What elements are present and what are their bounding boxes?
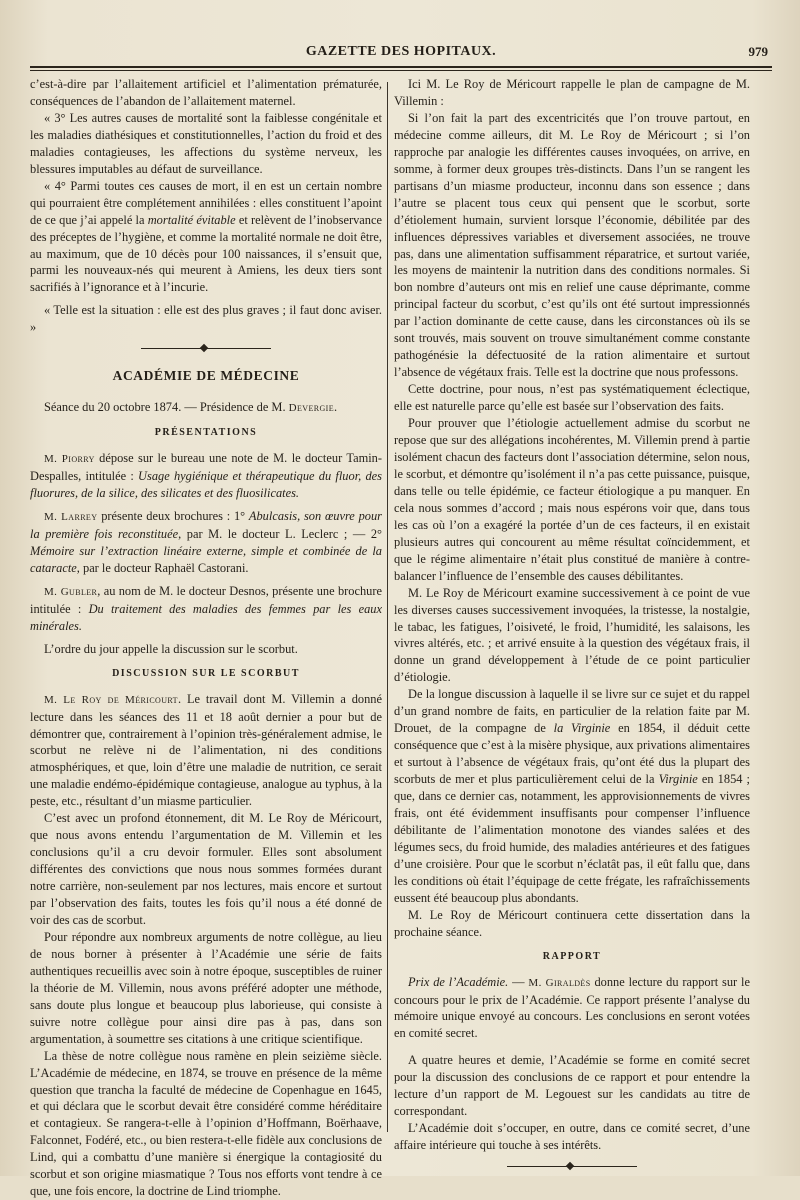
paragraph-allaitement: c’est-à-dire par l’allaitement artificiel et l’alimentation prématurée, conséquences de l’abandon de l’allaitement maternel. — [30, 77, 382, 108]
paragraph-causes-examinees: M. Le Roy de Méricourt examine successivement à ce point de vue les diverses causes successivement invoquées, la tristesse, la nostalgie, le tabac, les fatigues, l’oisiveté, le froid, l’humidité, les salaisons, les vivres altérés, etc. ; et arrivé ensuite à la question des végétaux frais, il donne un grand développement à l’étude de ce point particulier d’étiologie. — [394, 585, 750, 685]
column-divider — [387, 82, 388, 1132]
paragraph-virginie: De la longue discussion à laquelle il se livre sur ce sujet et du rappel d’un grand nombre de faits, en particulier de la relation faite par M. Drouet, de la compagne de la Virginie en 1854, il déduit cette conséquence que c’est à la misère physique, aux privations alimentaires et surtout à l’absence de végétaux frais, qu’ont été dus la plupart des scorbuts de mer et plus particulièrement celui de la Virginie en 1854 ; que, dans ce dernier cas, notamment, les approvisionnements de vivres frais, ont été évidemment insuffisants pour compenser l’influence débilitante de l’alimentation monotone des viandes salées et des légumes secs, du froid humide, des maladies antérieures et des fatigues d’une croisière. Pour que le scorbut n’éclatât pas, il eût fallu que, dans les conditions où était l’équipage de cette frégate, les rafraîchissements eussent été beaucoup plus abondants. — [394, 687, 751, 905]
paragraph-larrey: M. Larrey présente deux brochures : 1° Abulcasis, son œuvre pour la première fois reconstituée, par M. le docteur L. Leclerc ; — 2° Mémoire sur l’extraction linéaire externe, simple et combinée de la cataracte, par le docteur Raphaël Castorani. — [30, 509, 382, 575]
paragraph-affaire-interieure: L’Académie doit s’occuper, en outre, dans ce comité secret, d’une affaire intérieure qui touche à ses intérêts. — [394, 1121, 750, 1153]
paragraph-rapport: Prix de l’Académie. — M. Giraldès donne lecture du rapport sur le concours pour le prix de l’Académie. Ce rapport présente l’analyse du mémoire unique envoyé au concours. Les conclusions en seront votées en comité secret. — [394, 974, 750, 1041]
paragraph-etiologie: Pour prouver que l’étiologie actuellement admise du scorbut ne repose que sur des allégations incohérentes, M. Villemin prend à partie isolément chacun des facteurs dont l’association détermine, selon nous, le scorbut, et démontre qu’isolément il n’a pas cette puissance, puisque, dans telle ou telle épidémie, ce facteur étiologique a pu manquer. En cela nous sommes d’accord ; mais nous espérons voir que, dans tous les cas où l’on a exagéré la portée d’un de ces facteurs, il en existait plusieurs autres qui concourent au même résultat coïncidemment, et que le régime alimentaire n’était plus constitué de manière à contre-balancer l’influence de l’ensemble des causes débilitantes. — [394, 416, 750, 583]
paragraph-continuera: M. Le Roy de Méricourt continuera cette dissertation dans la prochaine séance. — [394, 907, 750, 939]
ornament-divider — [141, 346, 271, 352]
page-header — [30, 44, 772, 64]
paragraph-excentricites: Si l’on fait la part des excentricités que l’on trouve partout, en médecine comme ailleurs, dit M. Le Roy de Méricourt ; si l’on rapproche par analogie les différentes causes invoquées, on arrive, en somme, à former deux groupes très-distincts. Dans l’un se rangent les partisans d’un miasme producteur, inconnu dans son essence ; dans l’autre se placent tous ceux qui pensent que le scorbut, sorte d’étiolement humain, survient lorsque l’économie, débilitée par des influences dépressives variables et diversement associées, ne trouve pas, dans une alimentation suffisamment réparatrice, et surtout variée, les moyens de maintenir la nutrition dans des conditions normales. Si bon nombre d’auteurs ont mis en relief une cause déprimante, comme principal facteur du scorbut, c’est qu’ils ont été surtout impressionnés par l’action dominante de cette cause, dans les circonstances où ils se sont trouvés, mais souvent on trouve simultanément comme constante pathogénésie la défectuosité de la ration alimentaire et surtout l’absence de végétaux frais. Telle est la doctrine que nous professons. — [394, 110, 750, 380]
paragraph-doctrine: Cette doctrine, pour nous, n’est pas systématiquement éclectique, elle est naturelle parce qu’elle est basée sur l’observation des faits. — [394, 382, 750, 414]
paragraph-piorry: M. Piorry dépose sur le bureau une note de M. le docteur Tamin-Despalles, intitulée : Usage hygiénique et thérapeutique du fluor, des fluorures, de la silice, des silicates et des fluosilicates. — [30, 451, 382, 501]
header-rule — [30, 66, 772, 71]
left-column — [30, 76, 382, 1200]
presentations-title: PRÉSENTATIONS — [154, 427, 258, 439]
ornament-divider-end — [507, 1164, 637, 1170]
discussion-title: DISCUSSION SUR LE SCORBUT — [112, 667, 300, 679]
running-title: GAZETTE DES HOPITAUX. — [305, 44, 497, 59]
page-number: 979 — [748, 44, 768, 59]
right-column — [394, 76, 750, 1178]
paragraph-ordre-du-jour: L’ordre du jour appelle la discussion sur le scorbut. — [44, 641, 298, 656]
paragraph-repondre: Pour répondre aux nombreux arguments de notre collègue, au lieu de nous borner à présenter à l’Académie une série de faits authentiques recueillis avec soin à notre époque, susceptibles de ruiner la théorie de M. Villemin, nous avons préféré adopter une méthode, sans doute plus longue et beaucoup plus laborieuse, qui consiste à suivre notre collègue pour ainsi dire pas à pas, dans son argumentation, à soumettre ses citations à une critique scientifique. — [30, 929, 382, 1046]
seance-line: Séance du 20 octobre 1874. — Présidence de M. Devergie. — [44, 400, 338, 415]
rapport-title: RAPPORT — [542, 950, 602, 962]
paragraph-le-roy: M. Le Roy de Méricourt. Le travail dont M. Villemin a donné lecture dans les séances des 11 et 18 août dernier a pour but de démontrer que, contrairement à l’opinion très-généralement admise, le scorbut ne relève ni de l’alimentation, ni des conditions atmosphériques, et que, loin d’être une maladie de nutrition, ce serait une maladie endémo-épidémique contagieuse, analogue au typhus, à la peste, etc., résultant d’un miasme particulier. — [30, 691, 382, 809]
paragraph-situation: « Telle est la situation : elle est des plus graves ; il faut donc aviser. » — [30, 303, 382, 335]
paragraph-plan-campagne: Ici M. Le Roy de Méricourt rappelle le plan de campagne de M. Villemin : — [394, 77, 750, 108]
paragraph-these: La thèse de notre collègue nous ramène en plein seizième siècle. L’Académie de médecine, en 1874, se trouve en présence de la même question que trancha la faculté de médecine de Copenhague en 1645, et qui déclara que le scorbut devait être considéré comme héréditaire et contagieux. Se rangera-t-elle à l’opinion d’Hoffmann, Boërhaave, Falconnet, Fodéré, etc., ou bien restera-t-elle fidèle aux conclusions de Lind, qui a combattu d’une manière si énergique la contagiosité du scorbut et son origine miasmatique ? Tous nos efforts vont tendre à ce que, une fois encore, la doctrine de Lind triomphe. — [30, 1048, 382, 1199]
paragraph-mortalite-evitable: « 4° Parmi toutes ces causes de mort, il en est un certain nombre qui pourraient être complétement annihilées : elles constituent l’apoint de ce que j’ai appelé la mortalité évitable et relèvent de l’inobservance des préceptes de l’hygiène, et comme la mortalité normale ne doit être, au maximum, que de 10 décès pour 100 naissances, il s’ensuit que, parmi les nouveaux-nés qui meurent à Amiens, les deux tiers sont sacrifiés à l’ignorance et à l’incurie. — [30, 178, 382, 295]
paragraph-causes-mortalite: « 3° Les autres causes de mortalité sont la faiblesse congénitale et les maladies diathésiques et constitutionnelles, l’action du froid et des maladies contagieuses, les affections du système nerveux, les blessures imputables au défaut de surveillance. — [30, 110, 382, 176]
paragraph-comite-secret: A quatre heures et demie, l’Académie se forme en comité secret pour la discussion des conclusions de ce rapport et pour entendre la lecture d’un rapport de M. Legouest sur les candidats au titre de correspondant. — [394, 1053, 750, 1119]
paragraph-etonnement: C’est avec un profond étonnement, dit M. Le Roy de Méricourt, que nous avons entendu l’argumentation de M. Villemin et les conclusions qu’il a cru devoir formuler. Elles sont absolument différentes des convictions que nous nous sommes formées durant notre carrière, non-seulement par nos lectures, mais encore et surtout par l’observation des faits, toutes les fois qu’il nous a été donné de voir des cas de scorbut. — [30, 811, 382, 927]
academy-section-title: ACADÉMIE DE MÉDECINE — [112, 368, 300, 384]
paragraph-gubler: M. Gubler, au nom de M. le docteur Desnos, présente une brochure intitulée : Du traitement des maladies des femmes par les eaux minérales. — [30, 583, 382, 633]
